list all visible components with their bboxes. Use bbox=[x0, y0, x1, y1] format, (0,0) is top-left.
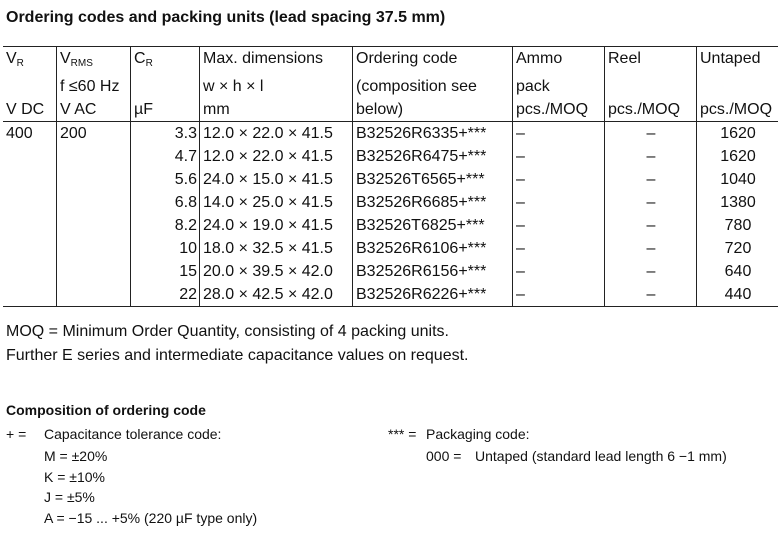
cell-vr bbox=[3, 191, 57, 214]
cell-code: B32526R6106+*** bbox=[353, 237, 513, 260]
header-untaped: Untaped bbox=[697, 47, 779, 76]
cell-dims: 28.0 × 42.5 × 42.0 bbox=[200, 283, 353, 307]
cell-reel: – bbox=[605, 122, 697, 146]
cell-ammo: – bbox=[513, 168, 605, 191]
header-cr-sub: R bbox=[145, 58, 153, 69]
cell-cr: 5.6 bbox=[131, 168, 200, 191]
cell-reel: – bbox=[605, 283, 697, 307]
cell-code: B32526T6565+*** bbox=[353, 168, 513, 191]
cell-dims: 24.0 × 19.0 × 41.5 bbox=[200, 214, 353, 237]
tolerance-item: K = ±10% bbox=[44, 469, 105, 485]
cell-vrms bbox=[57, 214, 131, 237]
cell-cr: 6.8 bbox=[131, 191, 200, 214]
series-note: Further E series and intermediate capacitance values on request. bbox=[6, 347, 469, 364]
cell-vr bbox=[3, 168, 57, 191]
table-row bbox=[3, 122, 778, 146]
cell-vrms bbox=[57, 237, 131, 260]
tolerance-item: A = −15 ... +5% (220 µF type only) bbox=[44, 510, 258, 526]
cell-code: B32526T6825+*** bbox=[353, 214, 513, 237]
cell-vrms: 200 bbox=[57, 122, 131, 146]
page-title: Ordering codes and packing units (lead spacing 37.5 mm) bbox=[6, 9, 446, 26]
cell-untaped: 1380 bbox=[697, 191, 779, 214]
header-cell bbox=[697, 75, 779, 98]
header-dims: Max. dimensions bbox=[200, 47, 353, 76]
cell-reel: – bbox=[605, 214, 697, 237]
table-row bbox=[3, 168, 778, 191]
table-row bbox=[3, 145, 778, 168]
header-vrms-freq: f ≤60 Hz bbox=[57, 75, 131, 98]
cell-untaped: 640 bbox=[697, 260, 779, 283]
cell-vr bbox=[3, 237, 57, 260]
composition-title: Composition of ordering code bbox=[6, 402, 206, 418]
cell-code: B32526R6226+*** bbox=[353, 283, 513, 307]
header-ammo-unit: pcs./MOQ bbox=[513, 98, 605, 122]
cell-dims: 18.0 × 32.5 × 41.5 bbox=[200, 237, 353, 260]
cell-cr: 3.3 bbox=[131, 122, 200, 146]
cell-vr: 400 bbox=[6, 125, 33, 142]
cell-cr: 8.2 bbox=[131, 214, 200, 237]
header-vrms-main: V bbox=[60, 50, 71, 67]
cell-ammo: – bbox=[513, 283, 605, 307]
cell-untaped: 1620 bbox=[697, 145, 779, 168]
cell-dims: 14.0 × 25.0 × 41.5 bbox=[200, 191, 353, 214]
cell-cr: 4.7 bbox=[131, 145, 200, 168]
table-row bbox=[3, 260, 778, 283]
cell-cr: 15 bbox=[131, 260, 200, 283]
cell-reel: – bbox=[605, 191, 697, 214]
header-ammo-line2: pack bbox=[513, 75, 605, 98]
cell-cr: 22 bbox=[131, 283, 200, 307]
star-symbol: *** = bbox=[388, 426, 417, 442]
header-cell bbox=[605, 75, 697, 98]
table-row bbox=[3, 214, 778, 237]
cell-vr bbox=[3, 260, 57, 283]
cell-ammo: – bbox=[513, 260, 605, 283]
header-vrms-unit: V AC bbox=[57, 98, 131, 122]
cell-ammo: – bbox=[513, 214, 605, 237]
header-vrms bbox=[57, 47, 131, 76]
cell-reel: – bbox=[605, 145, 697, 168]
header-vr bbox=[3, 47, 57, 76]
header-reel-unit: pcs./MOQ bbox=[605, 98, 697, 122]
cell-ammo: – bbox=[513, 122, 605, 146]
moq-note: MOQ = Minimum Order Quantity, consisting of 4 packing units. bbox=[6, 323, 449, 340]
cell-dims: 20.0 × 39.5 × 42.0 bbox=[200, 260, 353, 283]
cell-ammo: – bbox=[513, 191, 605, 214]
cell-untaped: 1040 bbox=[697, 168, 779, 191]
header-reel: Reel bbox=[605, 47, 697, 76]
cell-reel: – bbox=[605, 260, 697, 283]
ordering-codes-table bbox=[3, 46, 778, 307]
cell-dims: 24.0 × 15.0 × 41.5 bbox=[200, 168, 353, 191]
cell-code: B32526R6156+*** bbox=[353, 260, 513, 283]
tolerance-item: M = ±20% bbox=[44, 448, 108, 464]
cell-vr bbox=[3, 145, 57, 168]
cell-vrms bbox=[57, 260, 131, 283]
header-vrms-sub: RMS bbox=[70, 58, 93, 69]
cell-dims: 12.0 × 22.0 × 41.5 bbox=[200, 145, 353, 168]
table-header-row bbox=[3, 47, 778, 76]
packaging-description: Untaped (standard lead length 6 −1 mm) bbox=[475, 448, 727, 464]
cell-code: B32526R6685+*** bbox=[353, 191, 513, 214]
table-row bbox=[3, 191, 778, 214]
header-ammo: Ammo bbox=[513, 47, 605, 76]
cell-reel: – bbox=[605, 237, 697, 260]
cell-vrms bbox=[57, 191, 131, 214]
header-cell bbox=[131, 75, 200, 98]
cell-cr: 10 bbox=[131, 237, 200, 260]
table-row bbox=[3, 283, 778, 307]
tolerance-item: J = ±5% bbox=[44, 489, 95, 505]
header-cr-unit: µF bbox=[131, 98, 200, 122]
header-vr-main: V bbox=[6, 50, 17, 67]
table-header-row bbox=[3, 75, 778, 98]
cell-vr bbox=[3, 283, 57, 307]
cell-vrms bbox=[57, 283, 131, 307]
packaging-code: 000 = bbox=[426, 448, 462, 464]
cell-code: B32526R6475+*** bbox=[353, 145, 513, 168]
header-code-line3: below) bbox=[353, 98, 513, 122]
header-code: Ordering code bbox=[353, 47, 513, 76]
cell-ammo: – bbox=[513, 237, 605, 260]
header-cell bbox=[3, 75, 57, 98]
header-vr-sub: R bbox=[16, 58, 24, 69]
cell-vrms bbox=[57, 145, 131, 168]
header-code-line2: (composition see bbox=[353, 75, 513, 98]
cell-ammo: – bbox=[513, 145, 605, 168]
header-vr-unit: V DC bbox=[3, 98, 57, 122]
table-row bbox=[3, 237, 778, 260]
cell-code: B32526R6335+*** bbox=[353, 122, 513, 146]
cell-untaped: 720 bbox=[697, 237, 779, 260]
cell-reel: – bbox=[605, 168, 697, 191]
plus-symbol: + = bbox=[6, 426, 27, 442]
header-untaped-unit: pcs./MOQ bbox=[697, 98, 779, 122]
table-header-row bbox=[3, 98, 778, 122]
cell-dims: 12.0 × 22.0 × 41.5 bbox=[200, 122, 353, 146]
packaging-code-label: Packaging code: bbox=[426, 426, 530, 442]
header-cr-main: C bbox=[134, 50, 146, 67]
cell-vrms bbox=[57, 168, 131, 191]
header-dims-whl: w × h × l bbox=[200, 75, 353, 98]
cell-untaped: 440 bbox=[697, 283, 779, 307]
cell-untaped: 1620 bbox=[697, 122, 779, 146]
cell-untaped: 780 bbox=[697, 214, 779, 237]
tolerance-code-label: Capacitance tolerance code: bbox=[44, 426, 222, 442]
header-dims-unit: mm bbox=[200, 98, 353, 122]
cell-vr bbox=[3, 214, 57, 237]
header-cr bbox=[131, 47, 200, 76]
